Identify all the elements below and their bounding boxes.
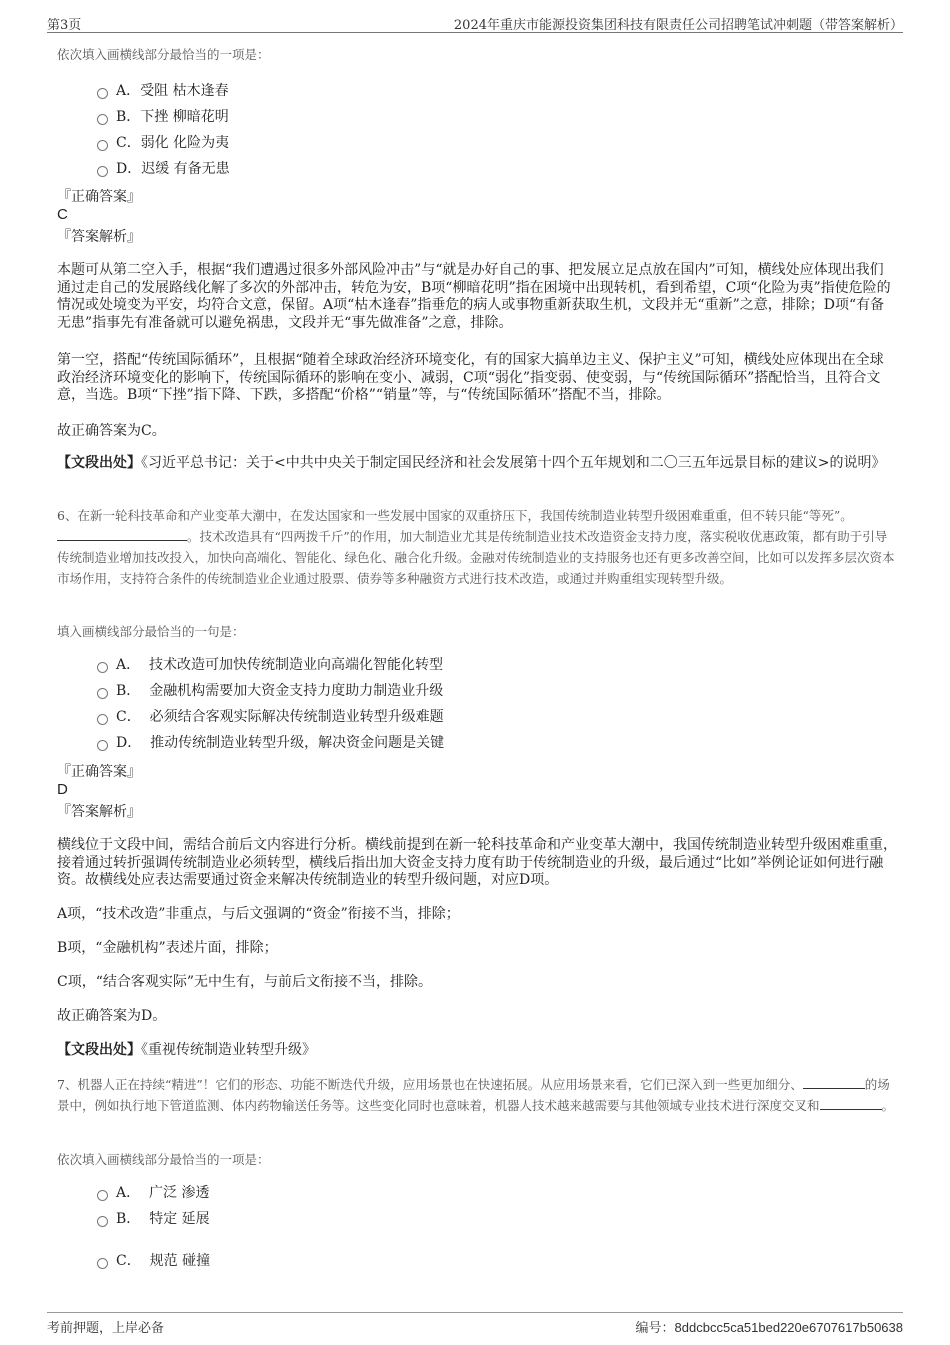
q5-answer: C xyxy=(57,206,68,223)
fill-blank xyxy=(57,528,187,541)
q6-answer: D xyxy=(57,781,68,798)
radio-icon[interactable] xyxy=(97,1190,108,1201)
q5-answer-label: 『正确答案』 xyxy=(57,189,141,205)
document-title: 2024年重庆市能源投资集团科技有限责任公司招聘笔试冲刺题（带答案解析） xyxy=(453,18,903,33)
q5-prompt: 依次填入画横线部分最恰当的一项是： xyxy=(57,47,270,62)
radio-icon[interactable] xyxy=(97,140,108,151)
radio-icon[interactable] xyxy=(97,714,108,725)
source-label: 【文段出处】 xyxy=(57,1042,141,1058)
page-number: 第3页 xyxy=(47,18,82,33)
fill-blank xyxy=(803,1076,865,1089)
q6-stem: 6、在新一轮科技革命和产业变革大潮中，在发达国家和一些发展中国家的双重挤压下，我国传统制造业转型升级困难重重，但不转只能“等死”。。技术改造具有“四两拨千斤”的作用，加大制造业尤其是传统制造业技术改造资金支持力度，落实税收优惠政策，都有助于引导传统制造业增加技改投入，加快向高端化、智能化、绿色化、融合化升级。金融对传统制造业的支持服务也还有更多改善空间，比如可以发挥多层次资本市场作用，支持符合条件的传统制造业企业通过股票、债券等多种融资方式进行技术改造，或通过并购重组实现转型升级。 xyxy=(57,508,895,586)
option-text: 特定 延展 xyxy=(149,1211,210,1227)
radio-icon[interactable] xyxy=(97,662,108,673)
q6-answer-label: 『正确答案』 xyxy=(57,764,141,780)
q6-source xyxy=(57,1042,897,1060)
q6-analysis-line: A项，“技术改造”非重点，与后文强调的“资金”衔接不当，排除； xyxy=(57,906,460,922)
radio-icon[interactable] xyxy=(97,1216,108,1227)
q6-analysis-label: 『答案解析』 xyxy=(57,804,141,820)
q5-conclusion: 故正确答案为C。 xyxy=(57,423,166,439)
radio-icon[interactable] xyxy=(97,114,108,125)
q6-prompt: 填入画横线部分最恰当的一句是： xyxy=(57,624,245,639)
q5-option-d[interactable]: D．迟缓 有备无患 xyxy=(97,159,230,179)
page-footer xyxy=(47,1312,903,1337)
q5-option-c[interactable]: C．弱化 化险为夷 xyxy=(97,133,229,153)
q6-option-a[interactable]: A． 技术改造可加快传统制造业向高端化智能化转型 xyxy=(97,655,443,675)
radio-icon[interactable] xyxy=(97,740,108,751)
radio-icon[interactable] xyxy=(97,88,108,99)
radio-icon[interactable] xyxy=(97,688,108,699)
q5-source xyxy=(57,455,897,473)
source-title: 《习近平总书记：关于<中共中央关于制定国民经济和社会发展第十四个五年规划和二〇三五年远景目标的建议>的说明》 xyxy=(141,455,886,471)
q5-option-a[interactable]: A．受阻 枯木逢春 xyxy=(97,81,229,101)
q7-option-c[interactable]: C． 规范 碰撞 xyxy=(97,1251,210,1271)
document-code: 编号：8ddcbcc5ca51bed220e6707617b50638 xyxy=(635,1320,903,1336)
option-text: 金融机构需要加大资金支持力度助力制造业升级 xyxy=(149,683,444,699)
q5-analysis-label: 『答案解析』 xyxy=(57,229,141,245)
q6-analysis-line: B项，“金融机构”表述片面，排除； xyxy=(57,940,278,956)
option-text: 受阻 枯木逢春 xyxy=(140,83,229,99)
q5-analysis-paragraph: 本题可从第二空入手，根据“我们遭遇过很多外部风险冲击”与“就是办好自己的事、把发展立足点放在国内”可知，横线处应体现出我们通过走自己的发展路线化解了多次的外部冲击，转危为安，B项“柳暗花明”指在困境中出现转机，看到希望，C项“化险为夷”指使危险的情况或处境变为平安，均符合文意，保留。A项“枯木逢春”指垂危的病人或事物重新获取生机，文段并无“重新”之意，排除；D项“有备无患”指事先有准备就可以避免祸患，文段并无“事先做准备”之意，排除。 xyxy=(57,262,891,331)
option-text: 推动传统制造业转型升级，解决资金问题是关键 xyxy=(150,735,445,751)
fill-blank xyxy=(820,1097,882,1110)
footer-slogan: 考前押题，上岸必备 xyxy=(47,1321,165,1336)
q6-conclusion: 故正确答案为D。 xyxy=(57,1008,167,1024)
source-label: 【文段出处】 xyxy=(57,455,141,471)
q7-stem: 7、机器人正在持续“精进”！它们的形态、功能不断迭代升级，应用场景也在快速拓展。从应用场景来看，它们已深入到一些更加细分、 的场景中，例如执行地下管道监测、体内药物输送任务等。这些变化同时也意味着，机器人技术越来越需要与其他领域专业技术进行深度交叉和 。 xyxy=(57,1077,895,1113)
q7-option-a[interactable]: A． 广泛 渗透 xyxy=(97,1183,209,1203)
q5-analysis-paragraph: 第一空，搭配“传统国际循环”，且根据“随着全球政治经济环境变化，有的国家大搞单边主义、保护主义”可知，横线处应体现出在全球政治经济环境变化的影响下，传统国际循环的影响在变小、减弱，C项“弱化”指变弱、使变弱，与“传统国际循环”搭配恰当，且符合文意，当选。B项“下挫”指下降、下跌，多搭配“价格”“销量”等，与“传统国际循环”搭配不当，排除。 xyxy=(57,352,884,403)
source-title: 《重视传统制造业转型升级》 xyxy=(141,1042,316,1058)
q6-analysis-line: C项，“结合客观实际”无中生有，与前后文衔接不当，排除。 xyxy=(57,974,433,990)
q6-option-b[interactable]: B． 金融机构需要加大资金支持力度助力制造业升级 xyxy=(97,681,443,701)
q6-option-d[interactable]: D． 推动传统制造业转型升级，解决资金问题是关键 xyxy=(97,733,444,753)
option-text: 技术改造可加快传统制造业向高端化智能化转型 xyxy=(149,657,444,673)
q6-option-c[interactable]: C． 必须结合客观实际解决传统制造业转型升级难题 xyxy=(97,707,444,727)
radio-icon[interactable] xyxy=(97,166,108,177)
radio-icon[interactable] xyxy=(97,1258,108,1269)
q6-analysis-paragraph: 横线位于文段中间，需结合前后文内容进行分析。横线前提到在新一轮科技革命和产业变革大潮中，我国传统制造业转型升级困难重重，接着通过转折强调传统制造业必须转型，横线后指出加大资金支持力度有助于传统制造业的升级，最后通过“比如”举例论证如何进行融资。故横线处应表达需要通过资金来解决传统制造业的转型升级问题，对应D项。 xyxy=(57,837,897,888)
option-text: 弱化 化险为夷 xyxy=(140,135,230,151)
page-header xyxy=(47,12,903,33)
option-text: 必须结合客观实际解决传统制造业转型升级难题 xyxy=(149,709,444,725)
option-text: 下挫 柳暗花明 xyxy=(140,109,229,125)
option-text: 规范 碰撞 xyxy=(149,1253,211,1269)
q7-option-b[interactable]: B． 特定 延展 xyxy=(97,1209,210,1229)
option-text: 迟缓 有备无患 xyxy=(141,161,230,177)
q5-option-b[interactable]: B．下挫 柳暗花明 xyxy=(97,107,229,127)
option-text: 广泛 渗透 xyxy=(149,1185,210,1201)
q7-prompt: 依次填入画横线部分最恰当的一项是： xyxy=(57,1152,270,1167)
